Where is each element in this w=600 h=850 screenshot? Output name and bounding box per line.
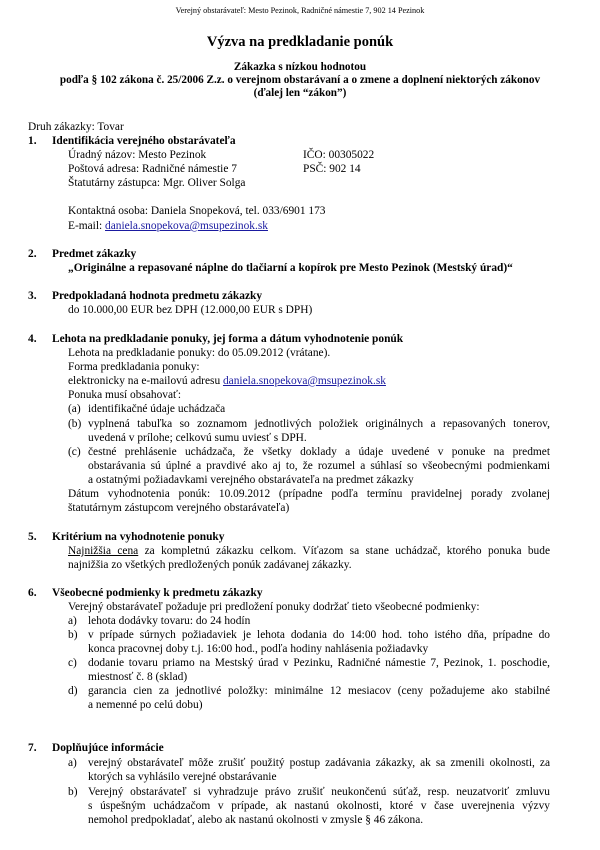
item-line: obstarávania sú úplné a pravdivé ako aj to, že rozumel a súhlasí so všeobecnými podmienkami — [88, 460, 550, 472]
section-1-number: 1. — [28, 135, 37, 147]
estimated-value: do 10.000,00 EUR bez DPH (12.000,00 EUR s DPH) — [68, 304, 313, 316]
criterion-text — [68, 545, 550, 558]
item-line: čestné prehlásenie uchádzača, že všetky doklady a údaje uvedené v ponuke na predmet — [88, 446, 550, 458]
item-line: uvedená v prílohe; celkovú sumu uviesť s DPH. — [88, 432, 307, 444]
submission-email-line — [68, 375, 386, 388]
subject-text: „Originálne a repasované náplne do tlačiarní a kopírok pre Mesto Pezinok (Mestský úrad)“ — [68, 262, 513, 274]
contract-type: Druh zákazky: Tovar — [28, 121, 124, 133]
evaluation-date-cont: štatutárnym zástupcom verejného obstarávateľa) — [68, 502, 290, 514]
section-5-number: 5. — [28, 531, 37, 543]
item-line: s úspešným uchádzačom v prípade, ak nastanú okolnosti, ktoré v čase uverejnenia výzvy — [88, 800, 550, 812]
section-6-title: Všeobecné podmienky k predmetu zákazky — [52, 587, 263, 599]
section-5-title: Kritérium na vyhodnotenie ponuky — [52, 531, 225, 543]
submission-deadline: Lehota na predkladanie ponuky: do 05.09.2012 (vrátane). — [68, 347, 331, 359]
document-header: Verejný obstarávateľ: Mesto Pezinok, Radničné námestie 7, 902 14 Pezinok — [175, 6, 425, 15]
section-2-title: Predmet zákazky — [52, 248, 137, 260]
section-7-number: 7. — [28, 742, 37, 754]
ico: IČO: 00305022 — [303, 149, 375, 161]
item-label: d) — [68, 685, 78, 697]
item-line: ktorých sa vyhlásilo verejné obstarávanie — [88, 771, 277, 783]
item-line: miestnosť č. 8 (sklad) — [88, 671, 188, 683]
contact-email-line — [68, 220, 268, 233]
item-line: a nemenné po celú dobu) — [88, 699, 203, 711]
section-4-number: 4. — [28, 333, 37, 345]
item-line: v prípade súrnych požiadaviek je lehota dodania do 14:00 hod. toho istého dňa, prípadne do — [88, 629, 550, 641]
submission-email-link[interactable]: daniela.snopekova@msupezinok.sk — [222, 375, 386, 387]
item-label: b) — [68, 786, 78, 798]
section-2-number: 2. — [28, 248, 37, 260]
item-line: dodanie tovaru priamo na Mestský úrad v Pezinku, Radničné námestie 7, Pezinok, 1. poschodie, — [88, 657, 550, 669]
postal-code: PSČ: 902 14 — [303, 163, 361, 175]
item-line: a ostatnými požiadavkami verejného obstarávateľa na predmet zákazky — [88, 474, 414, 486]
evaluation-date: Dátum vyhodnotenia ponúk: 10.09.2012 (prípadne podľa termínu pravidelnej porady zvolanej — [68, 488, 550, 500]
item-line: verejný obstarávateľ môže zrušiť použitý postup zadávania zákazky, ak sa zmenili okolnosti, za — [88, 757, 550, 769]
official-name: Úradný názov: Mesto Pezinok — [68, 149, 207, 161]
postal-address: Poštová adresa: Radničné námestie 7 — [68, 163, 237, 175]
conditions-intro: Verejný obstarávateľ požaduje pri predložení ponuky dodržať tieto všeobecné podmienky: — [68, 601, 480, 613]
criterion-rest: za kompletnú zákazku celkom. Víťazom sa stane uchádzač, ktorého ponuka bude — [138, 545, 550, 557]
lowest-price: Najnižšia cena — [68, 545, 139, 557]
item-label: (a) — [68, 403, 81, 415]
section-1-title: Identifikácia verejného obstarávateľa — [52, 135, 236, 147]
offer-must-contain: Ponuka musí obsahovať: — [68, 389, 182, 401]
criterion-text-cont: najnižšia zo všetkých predložených ponúk zadávanej zákazky. — [68, 559, 352, 571]
section-3-title: Predpokladaná hodnota predmetu zákazky — [52, 290, 263, 302]
item-line: identifikačné údaje uchádzača — [88, 403, 226, 415]
item-label: a) — [68, 615, 77, 627]
statutory-representative: Štatutárny zástupca: Mgr. Oliver Solga — [68, 177, 246, 189]
subtitle-line-3: (ďalej len “zákon”) — [253, 87, 347, 99]
subtitle-line-1: Zákazka s nízkou hodnotou — [233, 61, 367, 73]
submission-form-label: Forma predkladania ponuky: — [68, 361, 200, 373]
section-3-number: 3. — [28, 290, 37, 302]
item-line: nemohol predpokladať, alebo ak nastanú okolnosti v zmysle § 46 zákona. — [88, 814, 424, 826]
section-6-number: 6. — [28, 587, 37, 599]
item-line: vyplnená tabuľka so zoznamom jednotlivých položiek originálnych a repasovaných tonerov, — [88, 418, 550, 430]
item-label: (b) — [68, 418, 82, 430]
submission-email-prefix: elektronicky na e-mailovú adresu — [68, 375, 223, 387]
item-line: lehota dodávky tovaru: do 24 hodín — [88, 615, 251, 627]
item-label: b) — [68, 629, 78, 641]
item-label: a) — [68, 757, 77, 769]
contact-person: Kontaktná osoba: Daniela Snopeková, tel. 033/6901 173 — [68, 205, 326, 217]
item-label: c) — [68, 657, 77, 669]
contact-email-link[interactable]: daniela.snopekova@msupezinok.sk — [105, 220, 268, 232]
item-line: konca pracovnej doby t.j. 16:00 hod., podľa hodiny nahlásenia požiadavky — [88, 643, 429, 655]
email-label: E-mail: — [68, 220, 106, 232]
item-line: garancia cien za jednotlivé položky: minimálne 12 mesiacov (ceny požadujeme ako stabilné — [88, 685, 550, 697]
section-7-title: Doplňujúce informácie — [52, 742, 164, 754]
subtitle-line-2: podľa § 102 zákona č. 25/2006 Z.z. o verejnom obstarávaní a o zmene a doplnení niektorých zákonov — [59, 74, 541, 86]
document-title: Výzva na predkladanie ponúk — [206, 34, 394, 50]
item-label: (c) — [68, 446, 81, 458]
item-line: Verejný obstarávateľ si vyhradzuje právo zrušiť neukončenú súťaž, resp. neuzatvoriť zmluvu — [88, 786, 550, 798]
section-4-title: Lehota na predkladanie ponuky, jej forma a dátum vyhodnotenie ponúk — [52, 333, 404, 345]
